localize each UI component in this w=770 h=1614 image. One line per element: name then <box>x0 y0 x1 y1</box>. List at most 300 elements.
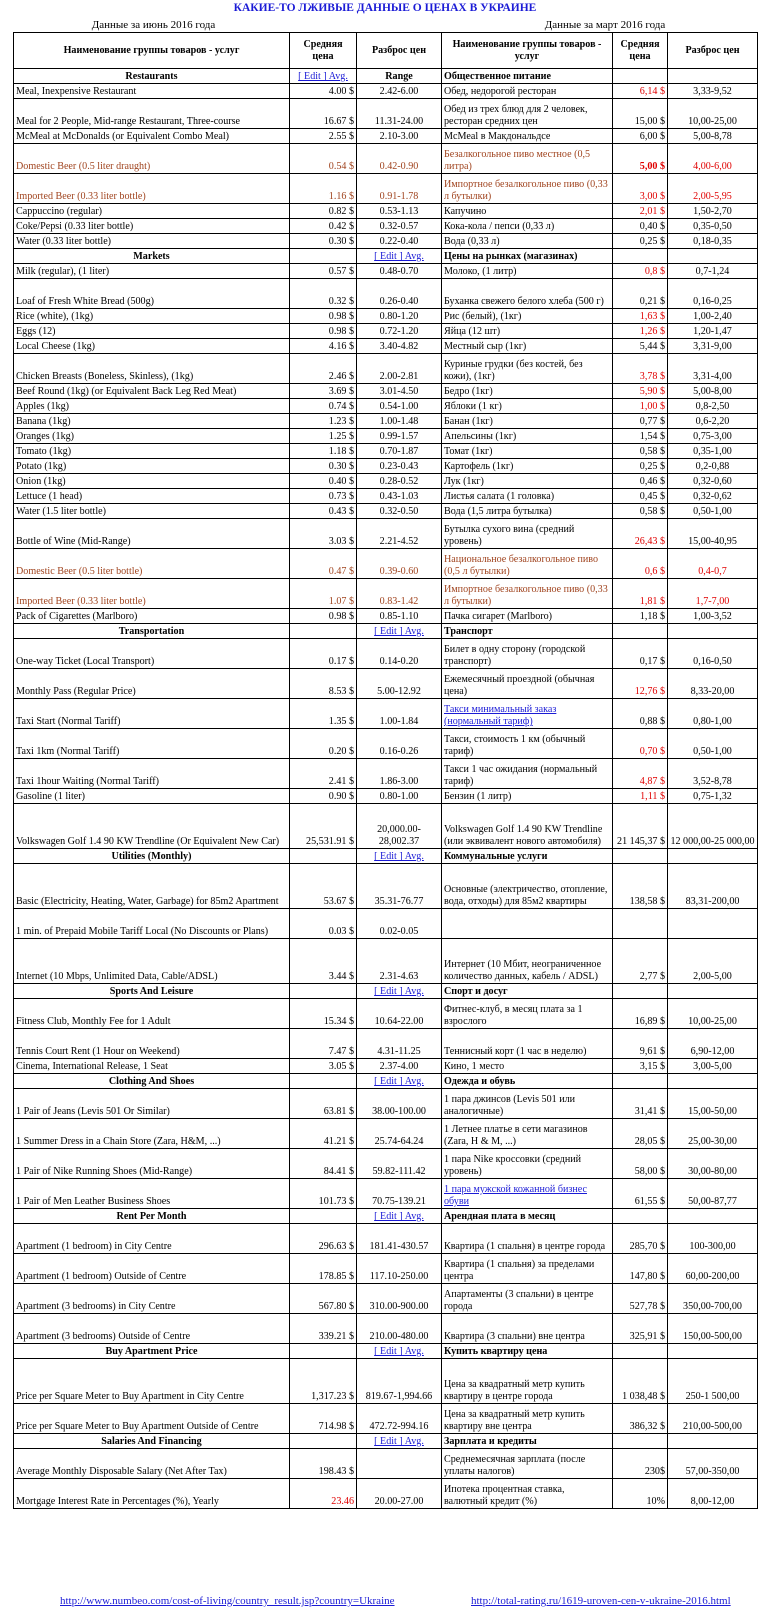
item-name-en: Taxi Start (Normal Tariff) <box>14 699 290 729</box>
table-row <box>14 729 758 759</box>
price-range-ru: 1,50-2,70 <box>668 204 758 219</box>
table-row <box>14 609 758 624</box>
item-name-ru: 1 пара Nike кроссовки (средний уровень) <box>444 1154 582 1177</box>
item-name-en: McMeal at McDonalds (or Equivalent Combo Meal) <box>14 129 290 144</box>
section-spacer <box>290 1209 357 1224</box>
avg-price-en: 0.47 $ <box>290 549 357 579</box>
avg-price-en: 2.41 $ <box>290 759 357 789</box>
item-name-ru-cell <box>442 459 613 474</box>
price-range-en: 1.00-1.48 <box>357 414 442 429</box>
price-range-ru: 15,00-40,95 <box>668 519 758 549</box>
range-label: Range <box>357 69 442 84</box>
item-name-ru-cell <box>442 1404 613 1434</box>
section-title-ru: Спорт и досуг <box>442 984 613 999</box>
price-range-ru: 50,00-87,77 <box>668 1179 758 1209</box>
item-name-ru: Яблоки (1 кг) <box>444 401 502 412</box>
avg-price-ru: 5,00 $ <box>613 144 668 174</box>
avg-price-en: 0.74 $ <box>290 399 357 414</box>
avg-price-en: 2.55 $ <box>290 129 357 144</box>
item-name-ru: Картофель (1кг) <box>444 461 514 472</box>
price-range-ru: 8,33-20,00 <box>668 669 758 699</box>
item-name-ru: Томат (1кг) <box>444 446 493 457</box>
avg-price-en: 8.53 $ <box>290 669 357 699</box>
item-name-ru-cell <box>442 279 613 309</box>
price-range-en: 2.31-4.63 <box>357 939 442 984</box>
section-title-en: Utilities (Monthly) <box>14 849 290 864</box>
item-name-ru: Апартаменты (3 спальни) в центре города <box>444 1289 594 1312</box>
edit-avg-link-cell <box>357 1209 442 1224</box>
avg-price-ru: 0,6 $ <box>613 549 668 579</box>
item-name-ru: Апельсины (1кг) <box>444 431 517 442</box>
item-name-en: Potato (1kg) <box>14 459 290 474</box>
item-name-ru: Буханка свежего белого хлеба (500 г) <box>444 296 604 307</box>
header-range-ru: Разброс цен <box>668 33 758 69</box>
price-range-ru: 12 000,00-25 000,00 <box>668 804 758 849</box>
item-name-en: Volkswagen Golf 1.4 90 KW Trendline (Or Equivalent New Car) <box>14 804 290 849</box>
price-range-en: 0.28-0.52 <box>357 474 442 489</box>
avg-price-en: 0.03 $ <box>290 909 357 939</box>
avg-price-en: 0.32 $ <box>290 279 357 309</box>
price-range-ru: 210,00-500,00 <box>668 1404 758 1434</box>
item-name-ru-cell <box>442 399 613 414</box>
price-range-en: 0.32-0.57 <box>357 219 442 234</box>
price-range-en: 0.91-1.78 <box>357 174 442 204</box>
item-name-ru: Банан (1кг) <box>444 416 493 427</box>
price-range-en: 0.85-1.10 <box>357 609 442 624</box>
section-title-en: Markets <box>14 249 290 264</box>
price-range-en: 25.74-64.24 <box>357 1119 442 1149</box>
item-name-en: Onion (1kg) <box>14 474 290 489</box>
item-name-ru: Кино, 1 место <box>444 1061 505 1072</box>
avg-price-en: 198.43 $ <box>290 1449 357 1479</box>
item-name-en: Tennis Court Rent (1 Hour on Weekend) <box>14 1029 290 1059</box>
price-range-en: 0.80-1.00 <box>357 789 442 804</box>
item-name-en: 1 Pair of Men Leather Business Shoes <box>14 1179 290 1209</box>
price-range-en: 2.37-4.00 <box>357 1059 442 1074</box>
price-range-en: 70.75-139.21 <box>357 1179 442 1209</box>
item-name-ru: Такси, стоимость 1 км (обычный тариф) <box>444 734 586 757</box>
item-name-ru-cell <box>442 699 613 729</box>
section-spacer <box>668 1344 758 1359</box>
table-row <box>14 204 758 219</box>
avg-price-en: 1.07 $ <box>290 579 357 609</box>
table-row <box>14 1149 758 1179</box>
price-range-en: 0.80-1.20 <box>357 309 442 324</box>
avg-price-ru: 285,70 $ <box>613 1224 668 1254</box>
item-name-en: Tomato (1kg) <box>14 444 290 459</box>
avg-price-en: 0.20 $ <box>290 729 357 759</box>
item-name-ru-cell <box>442 99 613 129</box>
table-row <box>14 264 758 279</box>
table-row <box>14 279 758 309</box>
item-name-ru: Лук (1кг) <box>444 476 484 487</box>
section-spacer <box>668 1434 758 1449</box>
item-name-ru-cell <box>442 669 613 699</box>
item-name-en: Taxi 1km (Normal Tariff) <box>14 729 290 759</box>
price-range-en: 0.70-1.87 <box>357 444 442 459</box>
item-name-en: Imported Beer (0.33 liter bottle) <box>14 579 290 609</box>
item-name-ru: McMeal в Макдональдсе <box>444 131 551 142</box>
header-name-en: Наименование группы товаров - услуг <box>14 33 290 69</box>
table-row <box>14 759 758 789</box>
avg-price-ru: 3,78 $ <box>613 354 668 384</box>
section-spacer <box>613 1434 668 1449</box>
price-range-en: 10.64-22.00 <box>357 999 442 1029</box>
price-range-en: 2.10-3.00 <box>357 129 442 144</box>
item-name-ru: Листья салата (1 головка) <box>444 491 555 502</box>
section-spacer <box>290 249 357 264</box>
table-row <box>14 1359 758 1404</box>
avg-price-ru: 3,00 $ <box>613 174 668 204</box>
avg-price-ru: 3,15 $ <box>613 1059 668 1074</box>
item-name-en: Domestic Beer (0.5 liter bottle) <box>14 549 290 579</box>
item-name-ru-cell <box>442 549 613 579</box>
item-name-en: Beef Round (1kg) (or Equivalent Back Leg Red Meat) <box>14 384 290 399</box>
item-name-ru: Volkswagen Golf 1.4 90 KW Trendline (или эквивалент нового автомобиля) <box>444 824 603 847</box>
item-name-ru-cell <box>442 579 613 609</box>
price-range-ru: 0,16-0,50 <box>668 639 758 669</box>
table-row <box>14 789 758 804</box>
item-name-en: Apartment (1 bedroom) Outside of Centre <box>14 1254 290 1284</box>
item-name-ru-cell <box>442 804 613 849</box>
avg-price-ru: 0,25 $ <box>613 459 668 474</box>
item-name-ru-cell <box>442 939 613 984</box>
table-row <box>14 234 758 249</box>
table-row <box>14 384 758 399</box>
edit-avg-link[interactable]: [ Edit ] Avg. <box>374 251 424 262</box>
section-title-ru: Арендная плата в месяц <box>442 1209 613 1224</box>
header-name-ru: Наименование группы товаров - услуг <box>442 33 613 69</box>
edit-avg-link[interactable]: [ Edit ] Avg. <box>374 626 424 637</box>
price-range-ru: 0,6-2,20 <box>668 414 758 429</box>
item-name-ru-cell <box>442 429 613 444</box>
section-spacer <box>290 984 357 999</box>
price-range-en: 0.39-0.60 <box>357 549 442 579</box>
section-title-en: Clothing And Shoes <box>14 1074 290 1089</box>
item-name-ru: Обед, недорогой ресторан <box>444 86 557 97</box>
avg-price-en: 84.41 $ <box>290 1149 357 1179</box>
table-row <box>14 309 758 324</box>
edit-avg-link-cell <box>357 249 442 264</box>
edit-avg-link[interactable]: [ Edit ] Avg. <box>374 1436 424 1447</box>
item-name-ru-cell <box>442 129 613 144</box>
avg-price-en: 567.80 $ <box>290 1284 357 1314</box>
price-range-en: 0.14-0.20 <box>357 639 442 669</box>
price-range-ru: 1,00-3,52 <box>668 609 758 624</box>
price-range-en: 38.00-100.00 <box>357 1089 442 1119</box>
table-row <box>14 354 758 384</box>
section-title-en: Salaries And Financing <box>14 1434 290 1449</box>
edit-avg-link-cell <box>357 624 442 639</box>
table-row <box>14 324 758 339</box>
price-range-ru: 0,35-1,00 <box>668 444 758 459</box>
avg-price-ru: 0,77 $ <box>613 414 668 429</box>
section-spacer <box>290 849 357 864</box>
avg-price-en: 4.00 $ <box>290 84 357 99</box>
item-name-ru-cell <box>442 84 613 99</box>
price-range-ru: 25,00-30,00 <box>668 1119 758 1149</box>
avg-price-ru: 16,89 $ <box>613 999 668 1029</box>
price-range-en: 0.83-1.42 <box>357 579 442 609</box>
avg-price-en: 0.98 $ <box>290 309 357 324</box>
avg-price-ru: 5,90 $ <box>613 384 668 399</box>
price-range-en: 0.42-0.90 <box>357 144 442 174</box>
item-name-ru-cell <box>442 174 613 204</box>
avg-price-ru: 0,46 $ <box>613 474 668 489</box>
edit-avg-link-cell <box>357 1434 442 1449</box>
price-range-en: 819.67-1,994.66 <box>357 1359 442 1404</box>
item-name-ru-cell <box>442 204 613 219</box>
item-name-ru-cell <box>442 1149 613 1179</box>
section-spacer <box>613 249 668 264</box>
price-range-ru: 30,00-80,00 <box>668 1149 758 1179</box>
item-name-ru-cell <box>442 414 613 429</box>
item-name-ru-cell <box>442 264 613 279</box>
avg-price-ru: 0,21 $ <box>613 279 668 309</box>
item-name-ru: Местный сыр (1кг) <box>444 341 527 352</box>
avg-price-en: 296.63 $ <box>290 1224 357 1254</box>
price-range-en: 1.86-3.00 <box>357 759 442 789</box>
header-avg-ru: Средняя цена <box>613 33 668 69</box>
item-name-en: Water (1.5 liter bottle) <box>14 504 290 519</box>
table-row <box>14 474 758 489</box>
price-range-en: 2.00-2.81 <box>357 354 442 384</box>
section-spacer <box>613 624 668 639</box>
price-range-ru: 4,00-6,00 <box>668 144 758 174</box>
price-range-ru: 2,00-5,00 <box>668 939 758 984</box>
section-spacer <box>668 1074 758 1089</box>
item-name-en: Fitness Club, Monthly Fee for 1 Adult <box>14 999 290 1029</box>
avg-price-ru: 6,00 $ <box>613 129 668 144</box>
avg-price-ru: 0,45 $ <box>613 489 668 504</box>
edit-avg-link[interactable]: [ Edit ] Avg. <box>374 851 424 862</box>
item-name-en: Bottle of Wine (Mid-Range) <box>14 519 290 549</box>
avg-price-en: 0.40 $ <box>290 474 357 489</box>
edit-avg-link[interactable]: [ Edit ] Avg. <box>374 1076 424 1087</box>
item-name-ru: Квартира (3 спальни) вне центра <box>444 1331 585 1342</box>
item-name-ru: Квартира (1 спальня) в центре города <box>444 1241 606 1252</box>
table-row <box>14 999 758 1029</box>
item-name-en: Domestic Beer (0.5 liter draught) <box>14 144 290 174</box>
table-row <box>14 864 758 909</box>
section-spacer <box>668 249 758 264</box>
price-range-en: 0.53-1.13 <box>357 204 442 219</box>
table-row <box>14 1284 758 1314</box>
item-name-ru-cell <box>442 864 613 909</box>
table-row <box>14 1404 758 1434</box>
avg-price-ru: 0,17 $ <box>613 639 668 669</box>
price-range-ru: 8,00-12,00 <box>668 1479 758 1509</box>
avg-price-en: 0.73 $ <box>290 489 357 504</box>
section-header-row <box>14 1074 758 1089</box>
table-row <box>14 1314 758 1344</box>
item-name-en: Apartment (3 bedrooms) Outside of Centre <box>14 1314 290 1344</box>
table-row <box>14 804 758 849</box>
price-range-ru: 0,7-1,24 <box>668 264 758 279</box>
item-name-ru-cell <box>442 1029 613 1059</box>
price-range-en: 4.31-11.25 <box>357 1029 442 1059</box>
item-name-ru[interactable]: 1 пара мужской кожанной бизнес обуви <box>444 1184 587 1207</box>
avg-price-en: 0.42 $ <box>290 219 357 234</box>
avg-price-ru: 15,00 $ <box>613 99 668 129</box>
section-spacer <box>668 1209 758 1224</box>
avg-price-ru: 9,61 $ <box>613 1029 668 1059</box>
avg-price-en: 63.81 $ <box>290 1089 357 1119</box>
price-range-en: 1.00-1.84 <box>357 699 442 729</box>
avg-price-en: 53.67 $ <box>290 864 357 909</box>
table-row <box>14 579 758 609</box>
item-name-en: Monthly Pass (Regular Price) <box>14 669 290 699</box>
item-name-en: Imported Beer (0.33 liter bottle) <box>14 174 290 204</box>
avg-price-en: 0.90 $ <box>290 789 357 804</box>
item-name-en: Apartment (1 bedroom) in City Centre <box>14 1224 290 1254</box>
avg-price-ru: 0,88 $ <box>613 699 668 729</box>
price-range-ru: 0,80-1,00 <box>668 699 758 729</box>
item-name-ru-cell <box>442 234 613 249</box>
item-name-ru-cell <box>442 1284 613 1314</box>
item-name-ru: Пачка сигарет (Marlboro) <box>444 611 553 622</box>
avg-price-ru: 386,32 $ <box>613 1404 668 1434</box>
item-name-ru: Цена за квадратный метр купить квартиру вне центра <box>444 1409 585 1432</box>
price-range-ru: 1,7-7,00 <box>668 579 758 609</box>
price-range-ru: 350,00-700,00 <box>668 1284 758 1314</box>
item-name-ru: Капучино <box>444 206 487 217</box>
price-range-ru: 0,35-0,50 <box>668 219 758 234</box>
item-name-en: Gasoline (1 liter) <box>14 789 290 804</box>
item-name-ru[interactable]: Такси минимальный заказ (нормальный тариф) <box>444 704 557 727</box>
avg-price-ru: 325,91 $ <box>613 1314 668 1344</box>
avg-price-en: 1.25 $ <box>290 429 357 444</box>
avg-price-en: 0.17 $ <box>290 639 357 669</box>
footer-link-total-rating[interactable]: http://total-rating.ru/1619-uroven-cen-v-ukraine-2016.html <box>471 1595 731 1607</box>
item-name-ru: 1 Летнее платье в сети магазинов (Zara, H & M, ...) <box>444 1124 588 1147</box>
item-name-ru: Бензин (1 литр) <box>444 791 512 802</box>
avg-price-en: 23.46 <box>290 1479 357 1509</box>
item-name-en: Oranges (1kg) <box>14 429 290 444</box>
item-name-en: 1 Pair of Nike Running Shoes (Mid-Range) <box>14 1149 290 1179</box>
section-title-en: Restaurants <box>14 69 290 84</box>
item-name-ru-cell <box>442 1359 613 1404</box>
table-row <box>14 444 758 459</box>
price-range-ru: 10,00-25,00 <box>668 99 758 129</box>
table-row <box>14 399 758 414</box>
price-range-ru: 0,32-0,62 <box>668 489 758 504</box>
item-name-ru: Импортное безалкогольное пиво (0,33 л бутылки) <box>444 584 608 607</box>
section-title-en: Transportation <box>14 624 290 639</box>
section-spacer <box>668 69 758 84</box>
avg-price-ru: 0,58 $ <box>613 444 668 459</box>
table-row <box>14 1449 758 1479</box>
item-name-ru: Куриные грудки (без костей, без кожи), (1кг) <box>444 359 583 382</box>
avg-price-en: 1,317.23 $ <box>290 1359 357 1404</box>
avg-price-en: 0.30 $ <box>290 234 357 249</box>
price-range-en: 0.54-1.00 <box>357 399 442 414</box>
avg-price-ru: 26,43 $ <box>613 519 668 549</box>
table-row <box>14 1224 758 1254</box>
price-range-ru: 3,33-9,52 <box>668 84 758 99</box>
price-range-en: 0.02-0.05 <box>357 909 442 939</box>
section-spacer <box>668 984 758 999</box>
avg-price-ru: 1,11 $ <box>613 789 668 804</box>
price-range-ru: 5,00-8,78 <box>668 129 758 144</box>
table-row <box>14 549 758 579</box>
section-spacer <box>613 1344 668 1359</box>
item-name-ru-cell <box>442 759 613 789</box>
item-name-en: Meal for 2 People, Mid-range Restaurant, Three-course <box>14 99 290 129</box>
item-name-ru-cell <box>442 729 613 759</box>
item-name-ru-cell <box>442 1479 613 1509</box>
avg-price-ru: 21 145,37 $ <box>613 804 668 849</box>
table-row <box>14 99 758 129</box>
item-name-en: 1 Summer Dress in a Chain Store (Zara, H&M, ...) <box>14 1119 290 1149</box>
table-row <box>14 669 758 699</box>
table-row <box>14 1059 758 1074</box>
price-range-en: 181.41-430.57 <box>357 1224 442 1254</box>
avg-price-ru: 58,00 $ <box>613 1149 668 1179</box>
item-name-en: Price per Square Meter to Buy Apartment in City Centre <box>14 1359 290 1404</box>
item-name-ru: Бедро (1кг) <box>444 386 493 397</box>
price-range-en: 0.23-0.43 <box>357 459 442 474</box>
section-spacer <box>290 1074 357 1089</box>
table-row <box>14 219 758 234</box>
table-row <box>14 939 758 984</box>
footer-link-numbeo[interactable]: http://www.numbeo.com/cost-of-living/country_result.jsp?country=Ukraine <box>60 1595 395 1607</box>
table-row <box>14 1029 758 1059</box>
table-row <box>14 429 758 444</box>
item-name-en: Cinema, International Release, 1 Seat <box>14 1059 290 1074</box>
item-name-en: Internet (10 Mbps, Unlimited Data, Cable/ADSL) <box>14 939 290 984</box>
item-name-ru: Такси 1 час ожидания (нормальный тариф) <box>444 764 598 787</box>
price-range-en: 20,000.00-28,002.37 <box>357 804 442 849</box>
price-range-en: 472.72-994.16 <box>357 1404 442 1434</box>
item-name-ru: Яйца (12 шт) <box>444 326 501 337</box>
section-spacer <box>668 849 758 864</box>
edit-avg-link[interactable]: [ Edit ] Avg. <box>374 1211 424 1222</box>
item-name-en: 1 Pair of Jeans (Levis 501 Or Similar) <box>14 1089 290 1119</box>
item-name-ru: Молоко, (1 литр) <box>444 266 517 277</box>
section-title-en: Sports And Leisure <box>14 984 290 999</box>
item-name-ru: Обед из трех блюд для 2 человек, ресторан средних цен <box>444 104 588 127</box>
avg-price-ru: 31,41 $ <box>613 1089 668 1119</box>
price-range-ru: 0,16-0,25 <box>668 279 758 309</box>
item-name-ru-cell <box>442 639 613 669</box>
price-range-en: 20.00-27.00 <box>357 1479 442 1509</box>
header-range-en: Разброс цен <box>357 33 442 69</box>
item-name-en: Local Cheese (1kg) <box>14 339 290 354</box>
price-range-ru: 0,75-1,32 <box>668 789 758 804</box>
edit-avg-link[interactable]: [ Edit ] Avg. <box>374 986 424 997</box>
item-name-ru: Безалкогольное пиво местное (0,5 литра) <box>444 149 591 172</box>
price-range-ru: 3,31-9,00 <box>668 339 758 354</box>
avg-price-en: 7.47 $ <box>290 1029 357 1059</box>
header-row <box>14 33 758 69</box>
price-table <box>13 32 758 1509</box>
section-header-row <box>14 1209 758 1224</box>
price-range-en: 2.21-4.52 <box>357 519 442 549</box>
edit-avg-link[interactable]: [ Edit ] Avg. <box>374 1346 424 1357</box>
table-row <box>14 339 758 354</box>
item-name-ru-cell <box>442 444 613 459</box>
item-name-en: Eggs (12) <box>14 324 290 339</box>
avg-price-ru: 147,80 $ <box>613 1254 668 1284</box>
item-name-ru-cell <box>442 1119 613 1149</box>
price-range-ru: 0,4-0,7 <box>668 549 758 579</box>
section-spacer <box>613 1074 668 1089</box>
edit-avg-link[interactable]: [ Edit ] Avg. <box>298 71 348 82</box>
item-name-en: Coke/Pepsi (0.33 liter bottle) <box>14 219 290 234</box>
price-range-en: 310.00-900.00 <box>357 1284 442 1314</box>
item-name-ru: Рис (белый), (1кг) <box>444 311 522 322</box>
